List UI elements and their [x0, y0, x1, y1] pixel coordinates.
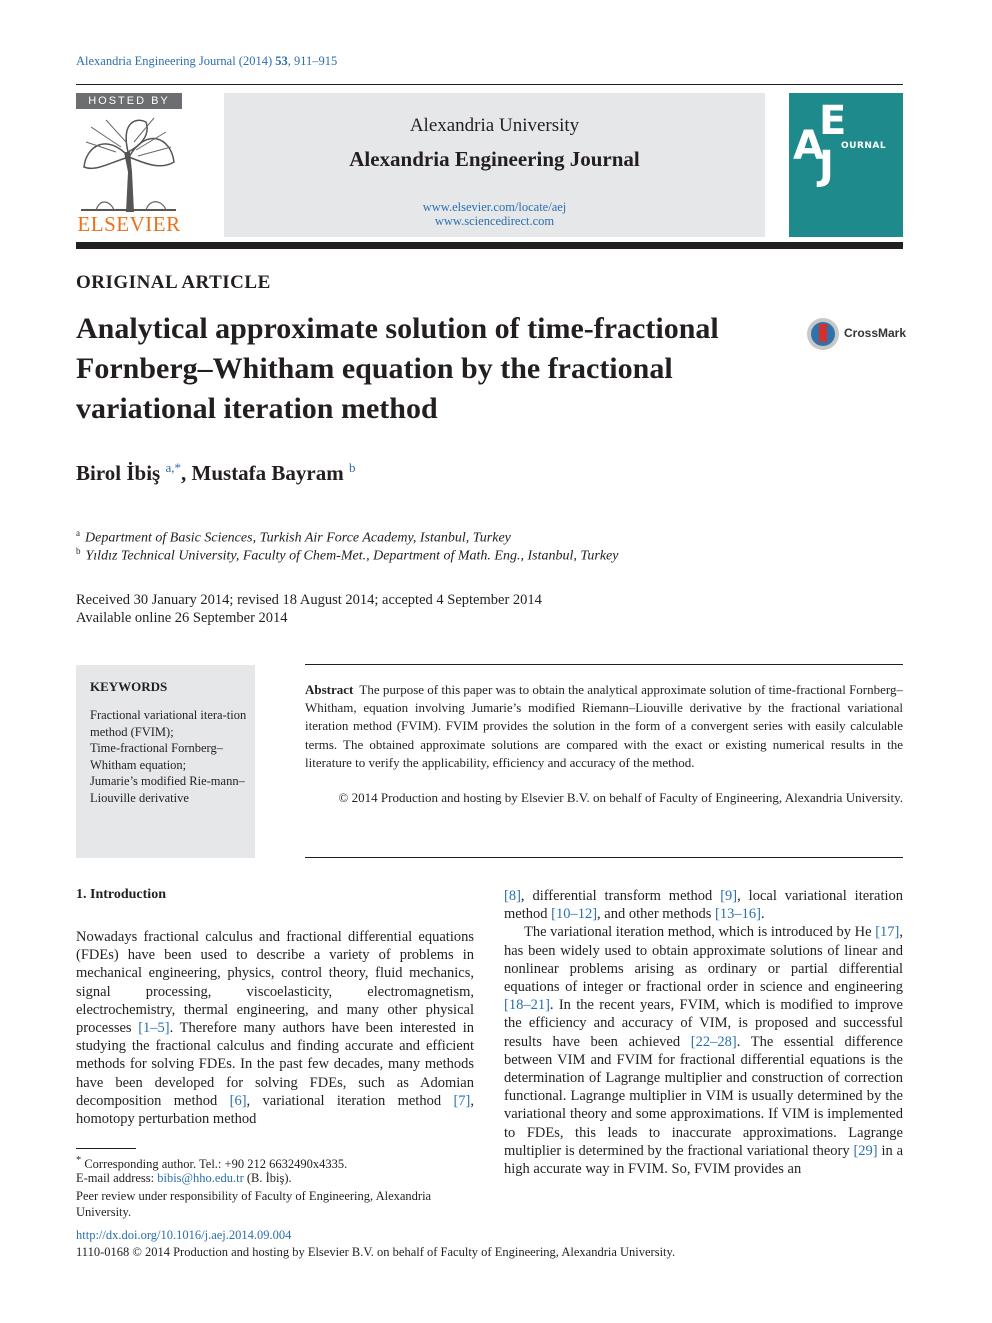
body-text: , variational iteration method: [246, 1092, 454, 1109]
journal-citation[interactable]: Alexandria Engineering Journal (2014) 53, 911–915: [76, 54, 338, 68]
body-text: , differential transform method: [520, 888, 721, 904]
body-column-left: [76, 928, 474, 1128]
body-text: . In the recent years, FVIM, which is modified to improve the efficiency and accuracy of VIM, is proposed and successful results have been achieved: [504, 997, 903, 1050]
citation-reference-link[interactable]: [6]: [229, 1092, 247, 1109]
doi-link[interactable]: http://dx.doi.org/10.1016/j.aej.2014.09.004: [76, 1228, 292, 1242]
journal-url-elsevier[interactable]: www.elsevier.com/locate/aej: [422, 200, 567, 214]
author-2: Mustafa Bayram: [191, 461, 344, 485]
cover-word: OURNAL: [841, 141, 887, 151]
crossmark-icon: [806, 316, 840, 352]
intro-paragraph-2: [504, 923, 903, 1178]
affiliation-b-mark: b: [76, 546, 81, 556]
footnote-corresponding-text: Corresponding author. Tel.: +90 212 6632490x4335.: [84, 1157, 348, 1172]
citation-reference-link[interactable]: [13–16]: [715, 906, 761, 923]
intro-paragraph-1: [76, 928, 474, 1128]
journal-urls: [224, 200, 765, 228]
header-rule: [76, 84, 903, 85]
cover-letter-e: E: [819, 98, 847, 144]
keyword-item: Time-fractional Fornberg–Whitham equation;: [90, 741, 223, 772]
footnote-email: [76, 1170, 476, 1186]
university-name: Alexandria University: [409, 115, 580, 136]
citation-volume: 53: [275, 54, 288, 68]
citation-reference-link[interactable]: [1–5]: [138, 1020, 170, 1037]
body-text: , has been widely used to obtain approximate solutions of linear and nonlinear problems arising as ordinary or partial differential equations of integer or fractional order in science and engineering: [504, 924, 903, 996]
crossmark-label: CrossMark: [844, 326, 907, 340]
citation-reference-link[interactable]: [10–12]: [551, 906, 598, 923]
article-type: ORIGINAL ARTICLE: [76, 272, 271, 293]
article-dates: [76, 591, 542, 627]
received-dates: Received 30 January 2014; revised 18 August 2014; accepted 4 September 2014: [76, 592, 542, 608]
author-separator: ,: [181, 461, 192, 485]
body-column-right: [504, 887, 903, 1178]
elsevier-tree-logo-icon: [76, 112, 182, 216]
available-date: Available online 26 September 2014: [76, 610, 288, 626]
abstract-copyright: © 2014 Production and hosting by Elsevier B.V. on behalf of Faculty of Engineering, Alexandria University.: [338, 790, 903, 805]
body-text: . Therefore many authors have been interested in studying the fractional calculus and finding accurate and efficient methods for solving FDEs. In the past few decades, many methods have been developed for solving FDEs, such as Adomian decomposition method: [76, 1020, 474, 1109]
email-link[interactable]: bibis@hho.edu.tr: [157, 1171, 244, 1185]
issn-copyright: 1110-0168 © 2014 Production and hosting by Elsevier B.V. on behalf of Faculty of Engineering, Alexandria University.: [76, 1245, 676, 1259]
body-text: Nowadays fractional calculus and fractional differential equations (FDEs) have been used to describe a variety of problems in mechanical engineering, physics, control theory, fluid mechanics, signal processing, viscoelasticity, electromagnetism, electrochemistry, thermal engineering, and many other physical processes: [76, 929, 474, 1037]
keyword-item: Jumarie’s modified Rie-mann–Liouville derivative: [90, 774, 245, 805]
footnote-rule: [76, 1148, 136, 1149]
body-text: The variational iteration method, which is introduced by He: [524, 924, 876, 941]
journal-cover: [789, 93, 903, 237]
article-title: Analytical approximate solution of time-fractional Fornberg–Whitham equation by the fractional variational iteration method: [76, 312, 719, 425]
citation-reference-link[interactable]: [29]: [853, 1142, 878, 1159]
author-1: Birol İbiş: [76, 461, 161, 485]
body-text: , and other methods: [597, 906, 716, 923]
body-text: .: [760, 906, 765, 923]
citation-reference-link[interactable]: [8]: [504, 888, 521, 904]
body-text: in a high accurate way in FVIM. So, FVIM provides an: [504, 1142, 903, 1178]
abstract-bottom-rule: [305, 857, 903, 858]
email-label: E-mail address:: [76, 1171, 158, 1185]
citation-reference-link[interactable]: [9]: [720, 888, 738, 904]
citation-reference-link[interactable]: [17]: [875, 924, 900, 941]
footnote-peer-review: Peer review under responsibility of Faculty of Engineering, Alexandria University.: [76, 1189, 432, 1219]
citation-reference-link[interactable]: [7]: [453, 1092, 471, 1109]
journal-name: Alexandria Engineering Journal: [349, 147, 640, 171]
keywords-heading: KEYWORDS: [90, 679, 168, 694]
intro-paragraph-1-continued: [504, 887, 903, 923]
abstract-label: Abstract: [305, 682, 354, 697]
affiliation-a: [76, 528, 511, 547]
affiliation-b: [76, 546, 618, 565]
journal-url-sciencedirect[interactable]: www.sciencedirect.com: [434, 214, 555, 228]
cover-letter-a: A: [793, 123, 824, 169]
elsevier-wordmark: ELSEVIER: [77, 212, 181, 236]
citation-reference-link[interactable]: [22–28]: [690, 1033, 737, 1050]
section-heading-introduction: 1. Introduction: [76, 887, 166, 902]
body-text: , local variational iteration method: [504, 888, 903, 923]
author-1-affil-link[interactable]: a,: [165, 460, 175, 475]
email-owner: (B. İbiş).: [243, 1171, 292, 1185]
footnote-star: *: [76, 1155, 82, 1166]
abstract-top-rule: [305, 664, 903, 665]
citation-journal: Alexandria Engineering Journal (2014): [76, 54, 273, 68]
author-list: [76, 460, 356, 486]
citation-pages: 911–915: [294, 54, 338, 68]
header-thick-rule: [76, 242, 903, 249]
affiliation-b-text: Yıldız Technical University, Faculty of Chem-Met., Department of Math. Eng., Istanbul, Turkey: [85, 548, 619, 564]
author-2-affil-link[interactable]: b: [349, 460, 356, 475]
crossmark-button[interactable]: [806, 316, 906, 352]
body-text: , homotopy perturbation method: [76, 1092, 475, 1128]
body-text: . The essential difference between VIM and FVIM for fractional differential equations is the determination of Lagrange multiplier and construction of correction functional. Lagrange multiplier in VIM is usually determined by the variational theory and some approximations. If VIM is implemented to FDEs, this leads to inaccurate approximations. Lagrange multiplier is determined by the fractional variational theory: [504, 1033, 903, 1159]
author-1-corresponding-link[interactable]: *: [174, 460, 182, 475]
keywords-box: [76, 665, 255, 858]
affiliation-a-text: Department of Basic Sciences, Turkish Air Force Academy, Istanbul, Turkey: [85, 530, 511, 546]
keyword-item: Fractional variational itera-tion method (FVIM);: [90, 708, 247, 739]
journal-banner: [224, 93, 765, 237]
abstract-text: The purpose of this paper was to obtain the analytical approximate solution of time-fractional Fornberg–Whitham, equation involving Jumarie’s modified Riemann–Liouville derivative by the fractional variational iteration method (FVIM). FVIM provides the solution in the form of a convergent series with easily calculable terms. The obtained approximate solutions are compared with the exact or existing numerical results in the literature to verify the applicability, efficiency and accuracy of the method.: [305, 682, 903, 770]
affiliation-a-mark: a: [76, 528, 80, 538]
citation-reference-link[interactable]: [18–21]: [504, 997, 550, 1014]
abstract: [305, 681, 903, 772]
hosted-by-badge: HOSTED BY: [76, 93, 182, 109]
cover-letter-j: J: [819, 143, 834, 189]
